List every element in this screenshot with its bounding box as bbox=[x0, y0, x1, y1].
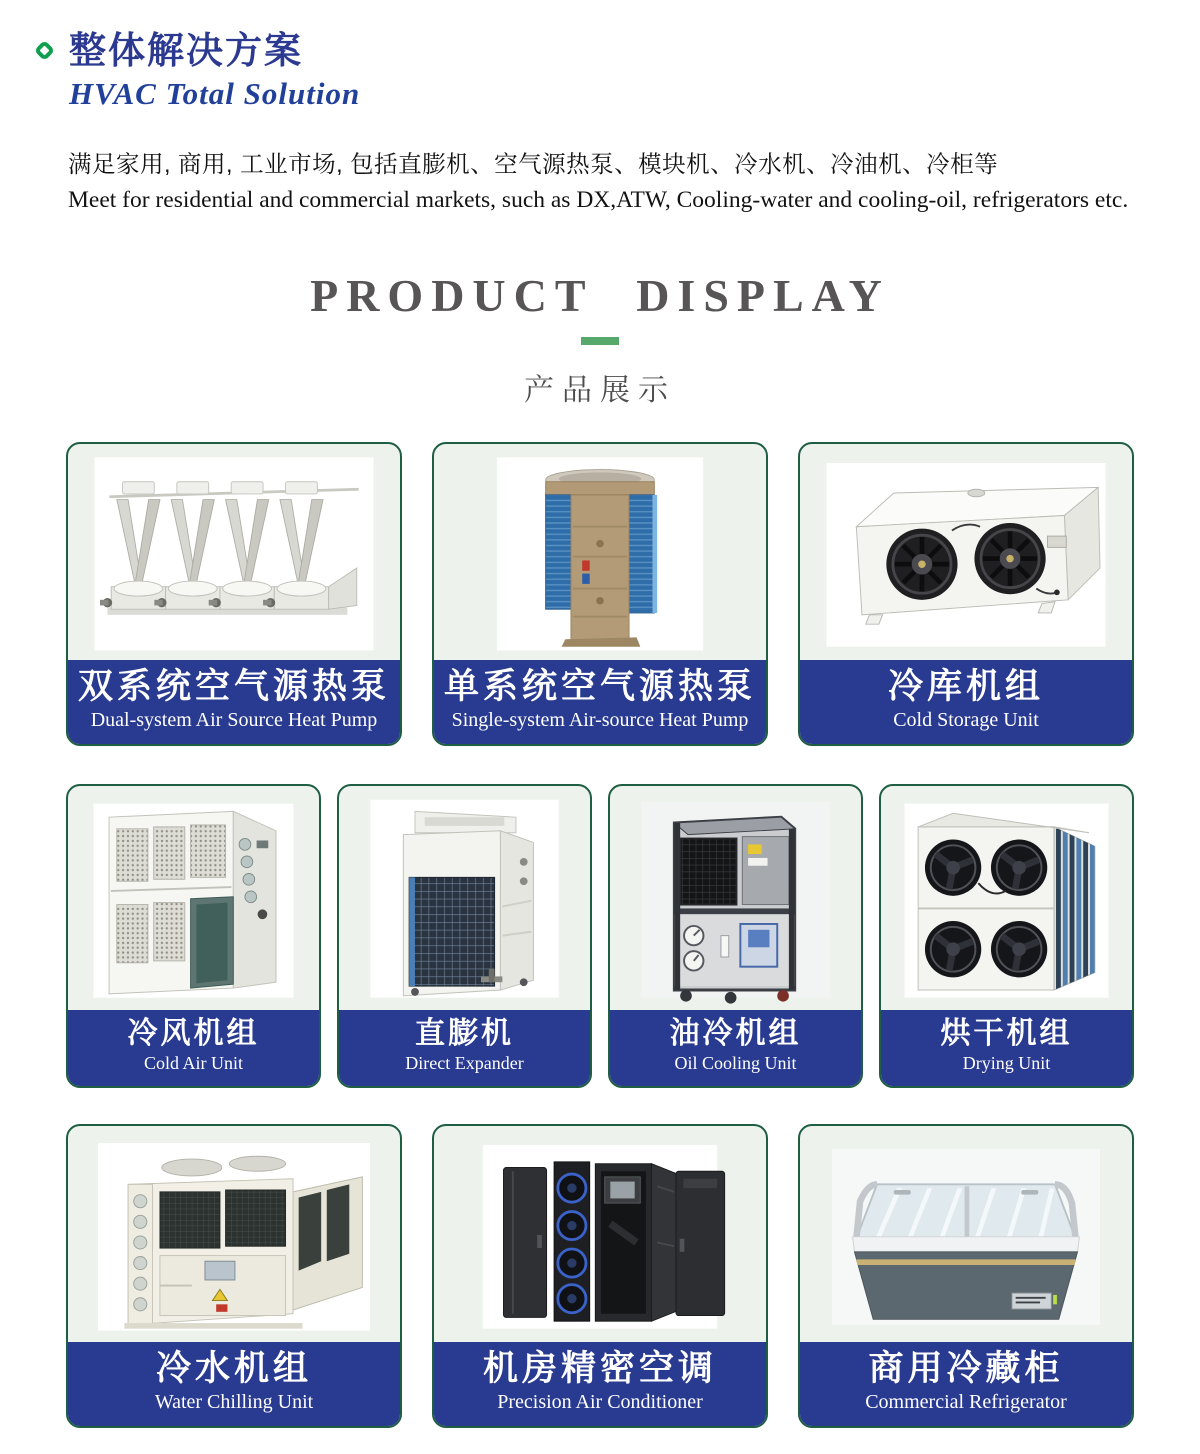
product-name-zh: 冷库机组 bbox=[887, 667, 1044, 707]
product-banner bbox=[800, 660, 1132, 744]
product-name-en: Oil Cooling Unit bbox=[674, 1053, 797, 1074]
product-grid-row-2 bbox=[66, 784, 1134, 1088]
product-grid-row-3 bbox=[66, 1124, 1134, 1428]
fan bbox=[974, 523, 1045, 594]
product-name-zh: 冷风机组 bbox=[127, 1016, 260, 1050]
cold-air-unit-illustration bbox=[70, 790, 317, 1009]
product-photo-commercial-refrigerator bbox=[800, 1126, 1132, 1342]
page-header bbox=[0, 0, 1200, 112]
product-banner bbox=[881, 1010, 1132, 1087]
product-banner bbox=[68, 660, 400, 744]
water-chilling-unit-illustration bbox=[70, 1130, 398, 1342]
product-name-zh: 双系统空气源热泵 bbox=[77, 667, 390, 707]
fan bbox=[886, 529, 957, 600]
product-card-cold-storage-unit bbox=[798, 442, 1134, 746]
page-title-en: HVAC Total Solution bbox=[69, 75, 361, 111]
product-photo-dual-system-heat-pump bbox=[68, 444, 400, 660]
drying-unit-illustration bbox=[883, 790, 1130, 1009]
section-divider bbox=[581, 337, 619, 345]
product-photo-drying-unit bbox=[881, 786, 1132, 1009]
intro-text-en: Meet for residential and commercial markets, such as DX,ATW, Cooling-water and cooling-oil, refrigerators etc. bbox=[68, 187, 1129, 214]
product-photo-precision-air-conditioner bbox=[434, 1126, 766, 1342]
cold-storage-unit-illustration bbox=[802, 448, 1130, 660]
product-name-zh: 商用冷藏柜 bbox=[868, 1349, 1064, 1389]
product-banner bbox=[339, 1010, 590, 1087]
product-banner bbox=[800, 1342, 1132, 1426]
product-name-en: Drying Unit bbox=[962, 1053, 1051, 1074]
product-banner bbox=[434, 1342, 766, 1426]
product-name-en: Commercial Refrigerator bbox=[865, 1391, 1067, 1414]
product-card-cold-air-unit bbox=[66, 784, 321, 1088]
product-name-en: Single-system Air-source Heat Pump bbox=[451, 709, 749, 732]
product-banner bbox=[610, 1010, 861, 1087]
section-heading bbox=[0, 269, 1200, 409]
single-system-heat-pump-illustration bbox=[436, 448, 764, 660]
product-photo-single-system-heat-pump bbox=[434, 444, 766, 660]
product-name-en: Cold Air Unit bbox=[143, 1053, 243, 1074]
product-name-en: Direct Expander bbox=[405, 1053, 524, 1074]
precision-air-conditioner-illustration bbox=[436, 1130, 764, 1342]
page-title-zh: 整体解决方案 bbox=[69, 30, 303, 71]
intro-paragraph bbox=[68, 148, 1145, 218]
product-name-en: Precision Air Conditioner bbox=[497, 1391, 703, 1414]
product-banner bbox=[68, 1010, 319, 1087]
dual-system-heat-pump-illustration bbox=[70, 448, 398, 660]
diamond-bullet-icon bbox=[34, 40, 55, 61]
product-name-en: Dual-system Air Source Heat Pump bbox=[90, 709, 378, 732]
product-banner bbox=[68, 1342, 400, 1426]
product-card-single-system-heat-pump bbox=[432, 442, 768, 746]
product-card-precision-air-conditioner bbox=[432, 1124, 768, 1428]
product-name-zh: 烘干机组 bbox=[940, 1016, 1073, 1050]
product-name-en: Cold Storage Unit bbox=[893, 709, 1039, 732]
product-name-en: Water Chilling Unit bbox=[154, 1391, 314, 1414]
product-card-commercial-refrigerator bbox=[798, 1124, 1134, 1428]
commercial-refrigerator-illustration bbox=[802, 1130, 1130, 1342]
product-name-zh: 直膨机 bbox=[415, 1016, 514, 1050]
section-title: PRODUCT DISPLAY bbox=[310, 270, 890, 322]
direct-expander-illustration bbox=[341, 790, 588, 1009]
section-subtitle: 产品展示 bbox=[524, 374, 676, 408]
product-name-zh: 机房精密空调 bbox=[482, 1349, 717, 1389]
product-photo-direct-expander bbox=[339, 786, 590, 1009]
product-card-water-chilling-unit bbox=[66, 1124, 402, 1428]
product-photo-water-chilling-unit bbox=[68, 1126, 400, 1342]
product-card-drying-unit bbox=[879, 784, 1134, 1088]
product-photo-cold-air-unit bbox=[68, 786, 319, 1009]
product-name-zh: 单系统空气源热泵 bbox=[443, 667, 756, 707]
product-banner bbox=[434, 660, 766, 744]
product-card-direct-expander bbox=[337, 784, 592, 1088]
product-card-oil-cooling-unit bbox=[608, 784, 863, 1088]
product-name-zh: 冷水机组 bbox=[155, 1349, 312, 1389]
product-name-zh: 油冷机组 bbox=[669, 1016, 802, 1050]
product-grid-row-1 bbox=[66, 442, 1134, 746]
product-photo-cold-storage-unit bbox=[800, 444, 1132, 660]
intro-text-zh: 满足家用, 商用, 工业市场, 包括直膨机、空气源热泵、模块机、冷水机、冷油机、冷柜等 bbox=[68, 150, 999, 177]
product-photo-oil-cooling-unit bbox=[610, 786, 861, 1009]
product-card-dual-system-heat-pump bbox=[66, 442, 402, 746]
oil-cooling-unit-illustration bbox=[612, 790, 859, 1009]
